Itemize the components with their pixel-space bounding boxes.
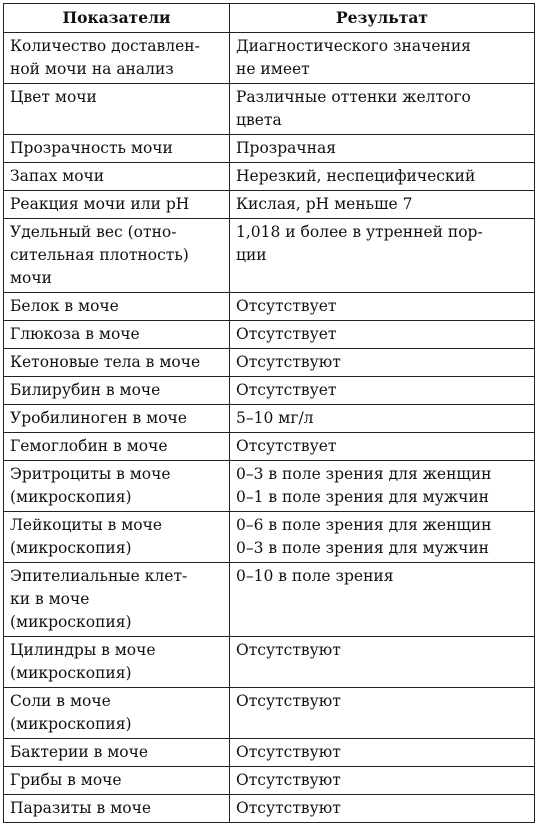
result-cell: Отсутствует — [230, 433, 535, 461]
indicator-cell: Паразиты в моче — [4, 795, 230, 823]
indicator-cell: Глюкоза в моче — [4, 321, 230, 349]
result-cell: Отсутствуют — [230, 795, 535, 823]
urinalysis-table — [3, 3, 535, 823]
table-row — [4, 767, 535, 795]
table-row — [4, 433, 535, 461]
result-cell: Нерезкий, неспецифический — [230, 163, 535, 191]
result-cell: Различные оттенки желтого цвета — [230, 84, 535, 135]
indicator-cell: Удельный вес (отно- сительная плотность) мочи — [4, 219, 230, 293]
table-row — [4, 191, 535, 219]
table-row — [4, 33, 535, 84]
table-row — [4, 321, 535, 349]
result-cell: Прозрачная — [230, 135, 535, 163]
result-cell: 0–3 в поле зрения для женщин 0–1 в поле зрения для мужчин — [230, 461, 535, 512]
table-row — [4, 84, 535, 135]
table-row — [4, 219, 535, 293]
indicator-cell: Бактерии в моче — [4, 739, 230, 767]
table-row — [4, 739, 535, 767]
table-row — [4, 377, 535, 405]
table-row — [4, 688, 535, 739]
indicator-cell: Соли в моче (микроскопия) — [4, 688, 230, 739]
result-cell: Отсутствуют — [230, 739, 535, 767]
indicator-cell: Грибы в моче — [4, 767, 230, 795]
indicator-cell: Лейкоциты в моче (микроскопия) — [4, 512, 230, 563]
table-row — [4, 135, 535, 163]
indicator-cell: Количество доставлен- ной мочи на анализ — [4, 33, 230, 84]
result-cell: 5–10 мг/л — [230, 405, 535, 433]
table-row — [4, 512, 535, 563]
result-cell: Отсутствует — [230, 321, 535, 349]
table-row — [4, 293, 535, 321]
indicator-cell: Цвет мочи — [4, 84, 230, 135]
table-row — [4, 637, 535, 688]
indicator-cell: Прозрачность мочи — [4, 135, 230, 163]
table-row — [4, 563, 535, 637]
indicator-cell: Реакция мочи или pH — [4, 191, 230, 219]
header-result: Результат — [230, 4, 535, 33]
table-row — [4, 163, 535, 191]
indicator-cell: Билирубин в моче — [4, 377, 230, 405]
indicator-cell: Кетоновые тела в моче — [4, 349, 230, 377]
result-cell: Отсутствуют — [230, 688, 535, 739]
table-row — [4, 795, 535, 823]
result-cell: Кислая, pH меньше 7 — [230, 191, 535, 219]
indicator-cell: Эпителиальные клет- ки в моче (микроскопия) — [4, 563, 230, 637]
indicator-cell: Белок в моче — [4, 293, 230, 321]
indicator-cell: Уробилиноген в моче — [4, 405, 230, 433]
result-cell: Отсутствуют — [230, 349, 535, 377]
indicator-cell: Эритроциты в моче (микроскопия) — [4, 461, 230, 512]
table-row — [4, 349, 535, 377]
indicator-cell: Гемоглобин в моче — [4, 433, 230, 461]
result-cell: Диагностического значения не имеет — [230, 33, 535, 84]
result-cell: 0–10 в поле зрения — [230, 563, 535, 637]
result-cell: Отсутствуют — [230, 767, 535, 795]
result-cell: Отсутствует — [230, 377, 535, 405]
result-cell: 0–6 в поле зрения для женщин 0–3 в поле зрения для мужчин — [230, 512, 535, 563]
result-cell: Отсутствуют — [230, 637, 535, 688]
result-cell: Отсутствует — [230, 293, 535, 321]
table-row — [4, 405, 535, 433]
table-row — [4, 461, 535, 512]
indicator-cell: Запах мочи — [4, 163, 230, 191]
header-row — [4, 4, 535, 33]
header-indicators: Показатели — [4, 4, 230, 33]
indicator-cell: Цилиндры в моче (микроскопия) — [4, 637, 230, 688]
result-cell: 1,018 и более в утренней пор- ции — [230, 219, 535, 293]
table-body — [4, 33, 535, 823]
